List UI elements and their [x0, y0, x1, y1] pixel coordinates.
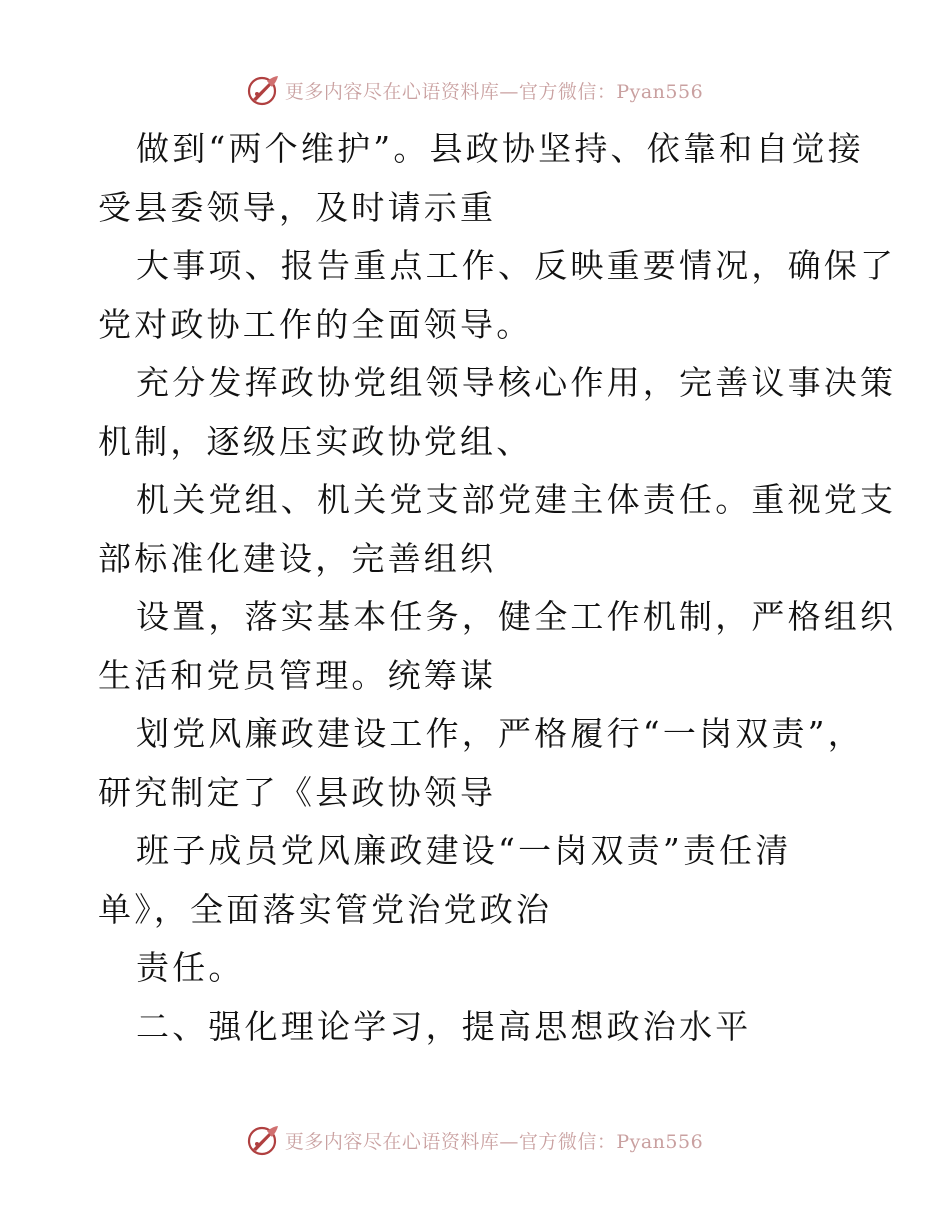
- quill-pen-circle-icon: [247, 1123, 281, 1157]
- text-line: 班子成员党风廉政建设“一岗双责”责任清: [136, 831, 792, 870]
- text-line: 做到“两个维护”。县政协坚持、依靠和自觉接: [136, 129, 864, 168]
- text-line: 受县委领导，及时请示重: [98, 187, 497, 227]
- text-line: 充分发挥政协党组领导核心作用，完善议事决策: [136, 363, 897, 402]
- text-line: 党对政协工作的全面领导。: [98, 304, 533, 344]
- text-line: 机制，逐级压实政协党组、: [98, 421, 533, 461]
- footer-watermark-banner: [0, 1120, 950, 1160]
- text-line: 大事项、报告重点工作、反映重要情况，确保了: [136, 246, 897, 285]
- section-heading: 二、强化理论学习，提高思想政治水平: [136, 1006, 752, 1046]
- text-line: 研究制定了《县政协领导: [98, 772, 497, 812]
- text-line: 部标准化建设，完善组织: [98, 538, 497, 578]
- footer-watermark-text: 更多内容尽在心语资料库—官方微信：Pyan556: [284, 1130, 704, 1153]
- text-line: 单》，全面落实管党治党政治: [98, 889, 553, 929]
- document-body: [98, 120, 897, 1056]
- text-line: 划党风廉政建设工作，严格履行“一岗双责”，: [136, 714, 864, 753]
- text-line: 机关党组、机关党支部党建主体责任。重视党支: [136, 480, 897, 519]
- quill-pen-circle-icon: [247, 73, 281, 107]
- header-watermark-banner: [0, 70, 950, 110]
- text-line: 生活和党员管理。统筹谋: [98, 655, 497, 695]
- text-line: 责任。: [136, 948, 245, 987]
- header-watermark-text: 更多内容尽在心语资料库—官方微信：Pyan556: [284, 80, 704, 103]
- text-line: 设置，落实基本任务，健全工作机制，严格组织: [136, 597, 897, 636]
